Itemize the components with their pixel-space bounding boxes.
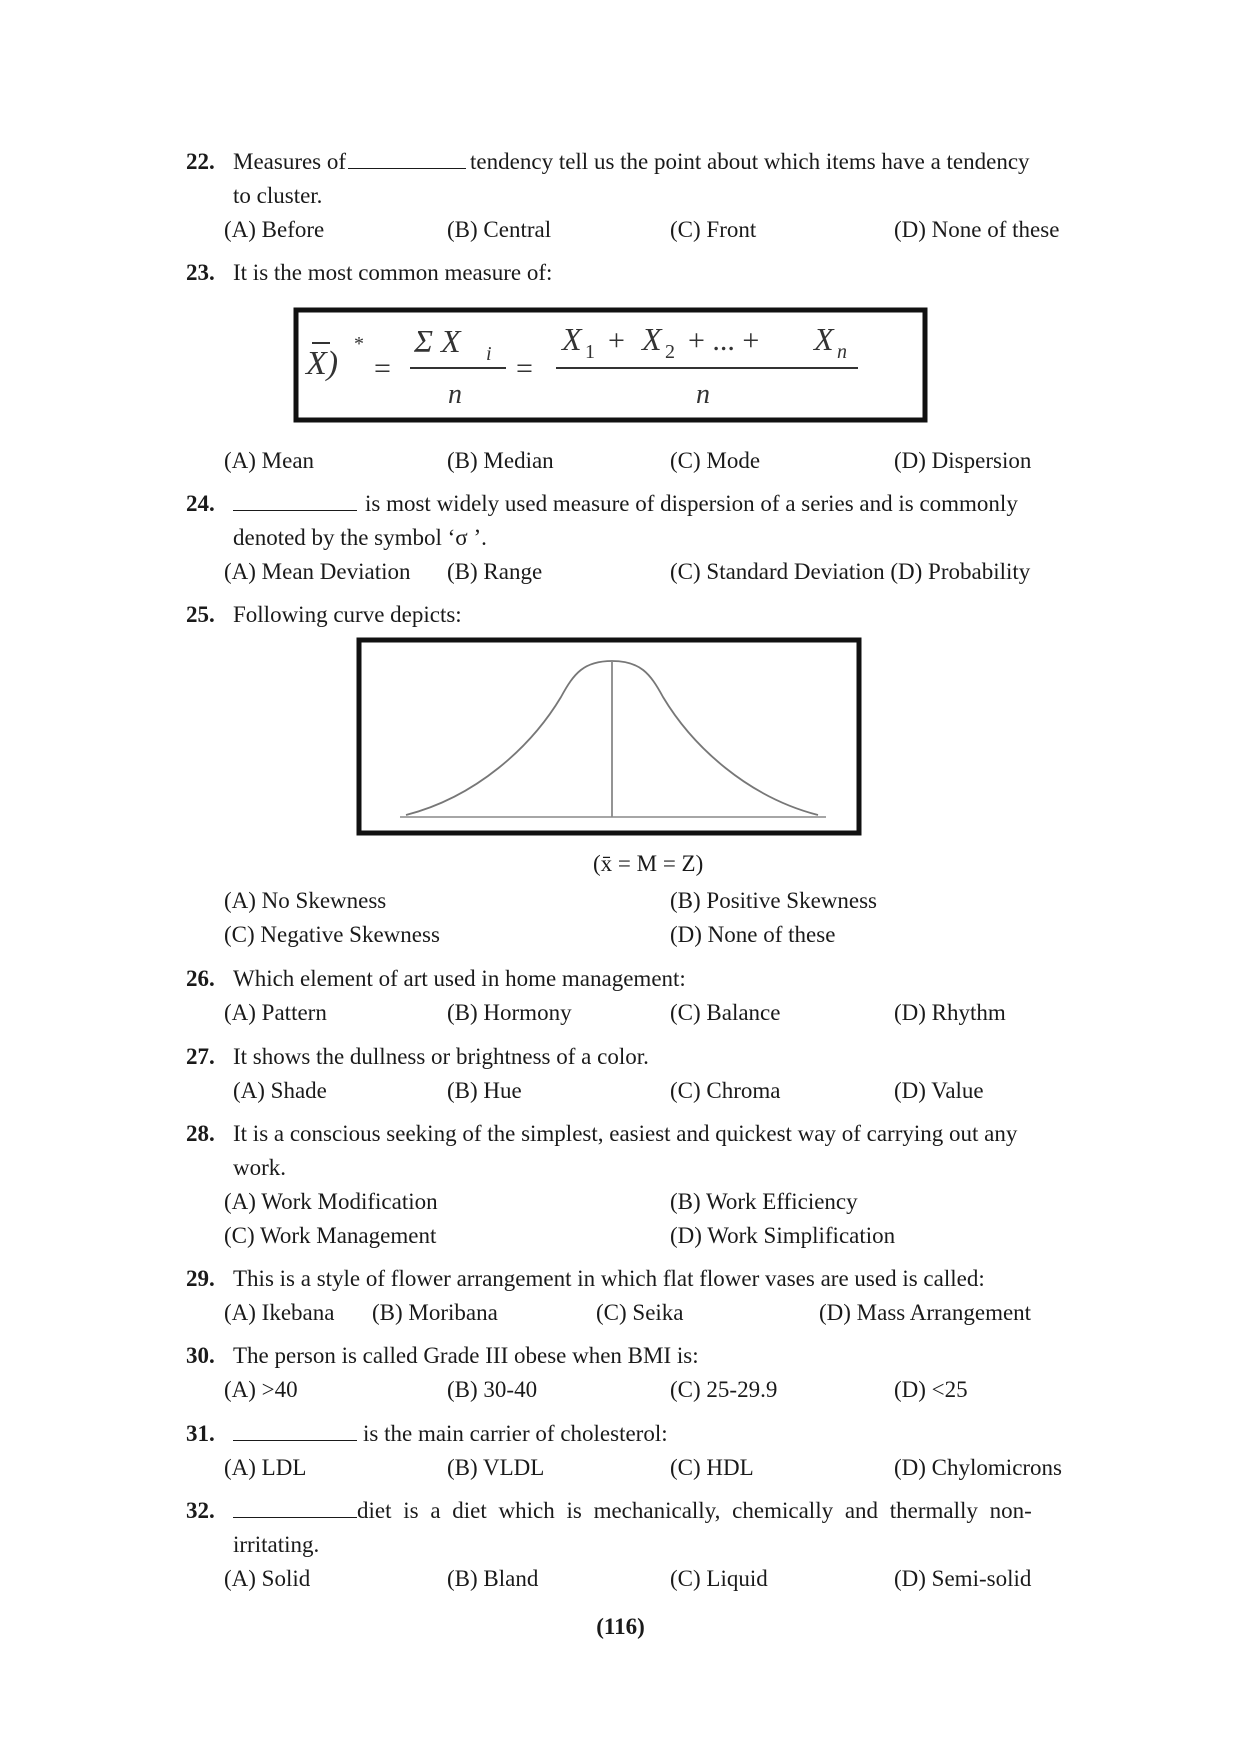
option-c: (C) Chroma [670, 1078, 781, 1103]
question-text: It is the most common measure of: [233, 260, 553, 285]
option-b: (B) Work Efficiency [670, 1189, 858, 1214]
option-c: (C) Front [670, 217, 757, 242]
equals-sign-2: = [516, 352, 533, 385]
question-text: It shows the dullness or brightness of a color. [233, 1044, 649, 1069]
denominator-n2: n [696, 379, 710, 410]
option-c: (C) 25-29.9 [670, 1377, 778, 1402]
question-text: Which element of art used in home management: [233, 966, 686, 991]
formula-lhs: X) [306, 345, 339, 382]
option-b: (B) Central [447, 217, 552, 242]
option-a: (A) Pattern [224, 1000, 327, 1025]
question-number: 25. [186, 602, 215, 627]
sum-xi: Σ X [414, 323, 461, 359]
option-a: (A) >40 [224, 1377, 298, 1402]
option-b: (B) Hormony [447, 1000, 572, 1025]
question-number: 24. [186, 491, 215, 516]
option-b: (B) Bland [447, 1566, 539, 1591]
subscript-2: 2 [665, 341, 675, 363]
option-b: (B) VLDL [447, 1455, 545, 1480]
question-number: 22. [186, 149, 215, 174]
question-text: This is a style of flower arrangement in which flat flower vases are used is called: [233, 1266, 985, 1291]
option-b: (B) Range [447, 559, 543, 584]
answer-blank [233, 1497, 357, 1518]
option-d: (D) Mass Arrangement [819, 1300, 1032, 1325]
option-d: (D) Dispersion [894, 448, 1032, 473]
option-b: (B) Positive Skewness [670, 888, 877, 913]
option-a: (A) Mean Deviation [224, 559, 411, 584]
question-number: 30. [186, 1343, 215, 1368]
option-c: (C) Seika [596, 1300, 684, 1325]
option-b: (B) 30-40 [447, 1377, 538, 1402]
option-a: (A) Solid [224, 1566, 311, 1591]
option-d: (D) None of these [894, 217, 1060, 242]
option-b: (B) Hue [447, 1078, 522, 1103]
question-text-line2: work. [233, 1155, 287, 1180]
option-c: (C) Liquid [670, 1566, 768, 1591]
question-number: 31. [186, 1421, 215, 1446]
question-text: The person is called Grade III obese when BMI is: [233, 1343, 699, 1368]
question-text-line2: to cluster. [233, 183, 323, 208]
option-a: (A) Ikebana [224, 1300, 335, 1325]
x1: X [562, 321, 582, 357]
question-number: 27. [186, 1044, 215, 1069]
option-d: (D) <25 [894, 1377, 968, 1402]
option-d: (D) None of these [670, 922, 836, 947]
mean-formula-figure [292, 306, 932, 424]
option-c: (C) HDL [670, 1455, 754, 1480]
question-text: Following curve depicts: [233, 602, 462, 627]
plus-1: + [608, 324, 625, 357]
option-a: (A) LDL [224, 1455, 307, 1480]
question-text: is the main carrier of cholesterol: [233, 1417, 1083, 1451]
question-text: is most widely used measure of dispersion of a series and is commonly [233, 487, 1083, 521]
xn: X [814, 321, 834, 357]
option-a: (A) No Skewness [224, 888, 387, 913]
option-d: (D) Semi-solid [894, 1566, 1032, 1591]
option-a: (A) Work Modification [224, 1189, 438, 1214]
option-c: (C) Work Management [224, 1223, 437, 1248]
question-number: 28. [186, 1121, 215, 1146]
answer-blank [233, 490, 357, 511]
question-number: 29. [186, 1266, 215, 1291]
option-a: (A) Before [224, 217, 325, 242]
option-c-d: (C) Standard Deviation (D) Probability [670, 559, 1031, 584]
equals-sign: = [374, 352, 391, 385]
question-number: 26. [186, 966, 215, 991]
subscript-n: n [837, 341, 847, 363]
subscript-i: i [486, 343, 492, 365]
option-a: (A) Mean [224, 448, 315, 473]
question-text-line2: denoted by the symbol ‘σ ’. [233, 525, 487, 550]
plus-dots: + ... + [688, 324, 760, 357]
option-d: (D) Value [894, 1078, 984, 1103]
answer-blank [233, 1420, 357, 1441]
option-b: (B) Moribana [372, 1300, 498, 1325]
option-b: (B) Median [447, 448, 554, 473]
option-d: (D) Work Simplification [670, 1223, 896, 1248]
x2: X [642, 321, 662, 357]
question-text-line2: irritating. [233, 1532, 320, 1557]
option-c: (C) Mode [670, 448, 761, 473]
question-text: diet is a diet which is mechanically, chemically and thermally non- [233, 1494, 1083, 1528]
curve-caption: (x̄ = M = Z) [593, 851, 704, 876]
option-d: (D) Chylomicrons [894, 1455, 1063, 1480]
subscript-1: 1 [585, 341, 595, 363]
normal-curve-figure [356, 637, 864, 839]
question-number: 32. [186, 1498, 215, 1523]
option-c: (C) Balance [670, 1000, 781, 1025]
page-number: (116) [596, 1614, 645, 1639]
answer-blank [348, 148, 466, 169]
option-d: (D) Rhythm [894, 1000, 1006, 1025]
question-text: It is a conscious seeking of the simplest, easiest and quickest way of carrying out any [233, 1121, 1018, 1146]
formula-star: * [354, 333, 364, 355]
option-c: (C) Negative Skewness [224, 922, 440, 947]
denominator-n1: n [448, 379, 462, 410]
option-a: (A) Shade [233, 1078, 327, 1103]
question-number: 23. [186, 260, 215, 285]
question-text: Measures of tendency tell us the point about which items have a tendency [233, 149, 1030, 174]
